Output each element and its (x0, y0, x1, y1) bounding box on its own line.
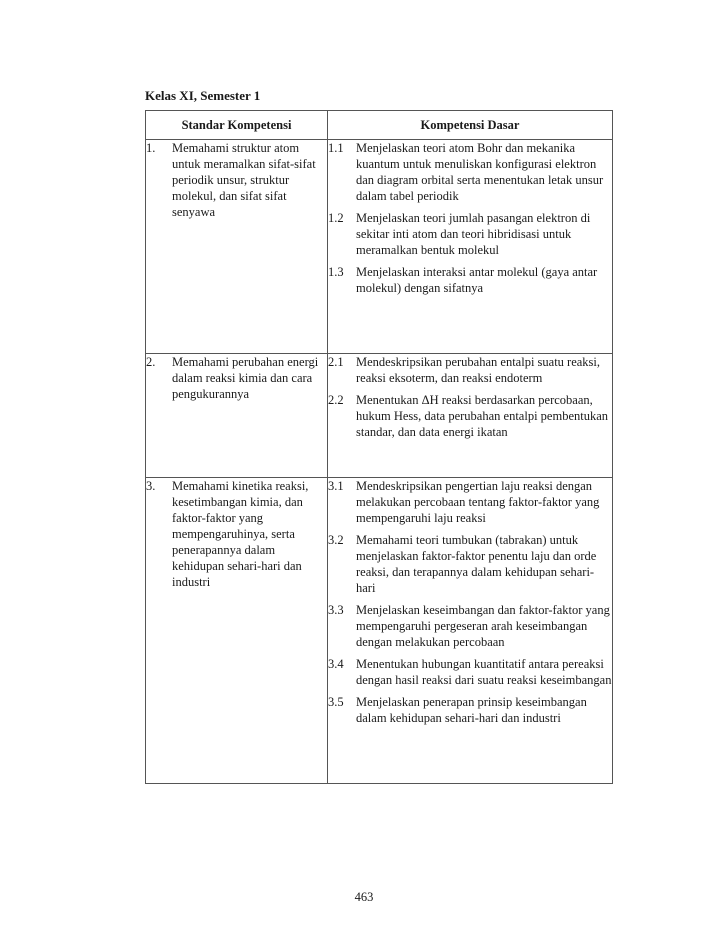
kd-item (328, 694, 612, 726)
kd-cell (328, 140, 613, 354)
kd-number: 3.3 (328, 603, 344, 617)
table-row (146, 354, 613, 478)
kd-item (328, 478, 612, 526)
page-number: 463 (354, 890, 374, 904)
column-header-standar-kompetensi: Standar Kompetensi (146, 111, 328, 140)
sk-cell (146, 478, 328, 784)
kd-number: 3.4 (328, 657, 344, 671)
kd-number: 1.3 (328, 265, 344, 279)
sk-cell (146, 140, 328, 354)
kd-number: 3.1 (328, 479, 344, 493)
kd-number: 1.2 (328, 211, 344, 225)
kd-text: Menjelaskan keseimbangan dan faktor-faktor yang mempengaruhi pergeseran arah keseimbangan dengan melakukan percobaan (356, 603, 610, 649)
column-header-kompetensi-dasar: Kompetensi Dasar (328, 111, 613, 140)
kd-number: 3.2 (328, 533, 344, 547)
kd-text: Memahami teori tumbukan (tabrakan) untuk menjelaskan faktor-faktor penentu laju dan orde reaksi, dan terapannya dalam kehidupan sehari-hari (356, 533, 597, 595)
kd-text: Menjelaskan teori jumlah pasangan elektron di sekitar inti atom dan teori hibridisasi untuk meramalkan bentuk molekul (356, 211, 591, 257)
kd-number: 3.5 (328, 695, 344, 709)
kd-text: Mendeskripsikan perubahan entalpi suatu reaksi, reaksi eksoterm, dan reaksi endoterm (356, 355, 601, 385)
kd-item (328, 392, 612, 440)
kd-item (328, 264, 612, 296)
kd-number: 2.2 (328, 393, 344, 407)
sk-text: Memahami perubahan energi dalam reaksi kimia dan cara pengukurannya (172, 355, 319, 401)
kd-text: Menentukan ΔH reaksi berdasarkan percobaan, hukum Hess, data perubahan entalpi pembentukan standar, dan data energi ikatan (356, 393, 609, 439)
kd-item (328, 656, 612, 688)
kd-text: Menjelaskan penerapan prinsip keseimbangan dalam kehidupan sehari-hari dan industri (356, 695, 587, 725)
kd-cell (328, 478, 613, 784)
table-row (146, 478, 613, 784)
kd-number: 1.1 (328, 141, 344, 155)
kd-cell (328, 354, 613, 478)
page-heading: Kelas XI, Semester 1 (145, 88, 261, 103)
sk-number: 2. (146, 355, 156, 369)
sk-number: 3. (146, 479, 156, 493)
sk-text: Memahami struktur atom untuk meramalkan sifat-sifat periodik unsur, struktur molekul, dan sifat sifat senyawa (172, 141, 316, 219)
table-row (146, 140, 613, 354)
sk-text: Memahami kinetika reaksi, kesetimbangan kimia, dan faktor-faktor yang mempengaruhinya, serta penerapannya dalam kehidupan sehari-hari dan industri (172, 479, 309, 589)
kd-item (328, 532, 612, 596)
sk-number: 1. (146, 141, 156, 155)
kd-text: Menjelaskan teori atom Bohr dan mekanika kuantum untuk menuliskan konfigurasi elektron dan diagram orbital serta menentukan letak unsur dalam tabel periodik (356, 141, 604, 203)
competency-table (145, 110, 613, 784)
kd-item (328, 354, 612, 386)
kd-text: Menjelaskan interaksi antar molekul (gaya antar molekul) dengan sifatnya (356, 265, 598, 295)
kd-item (328, 210, 612, 258)
kd-text: Menentukan hubungan kuantitatif antara pereaksi dengan hasil reaksi dari suatu reaksi keseimbangan (356, 657, 612, 687)
kd-number: 2.1 (328, 355, 344, 369)
kd-text: Mendeskripsikan pengertian laju reaksi dengan melakukan percobaan tentang faktor-faktor yang mempengaruhi laju reaksi (356, 479, 600, 525)
kd-item (328, 140, 612, 204)
sk-cell (146, 354, 328, 478)
table-header-row (146, 111, 613, 140)
kd-item (328, 602, 612, 650)
